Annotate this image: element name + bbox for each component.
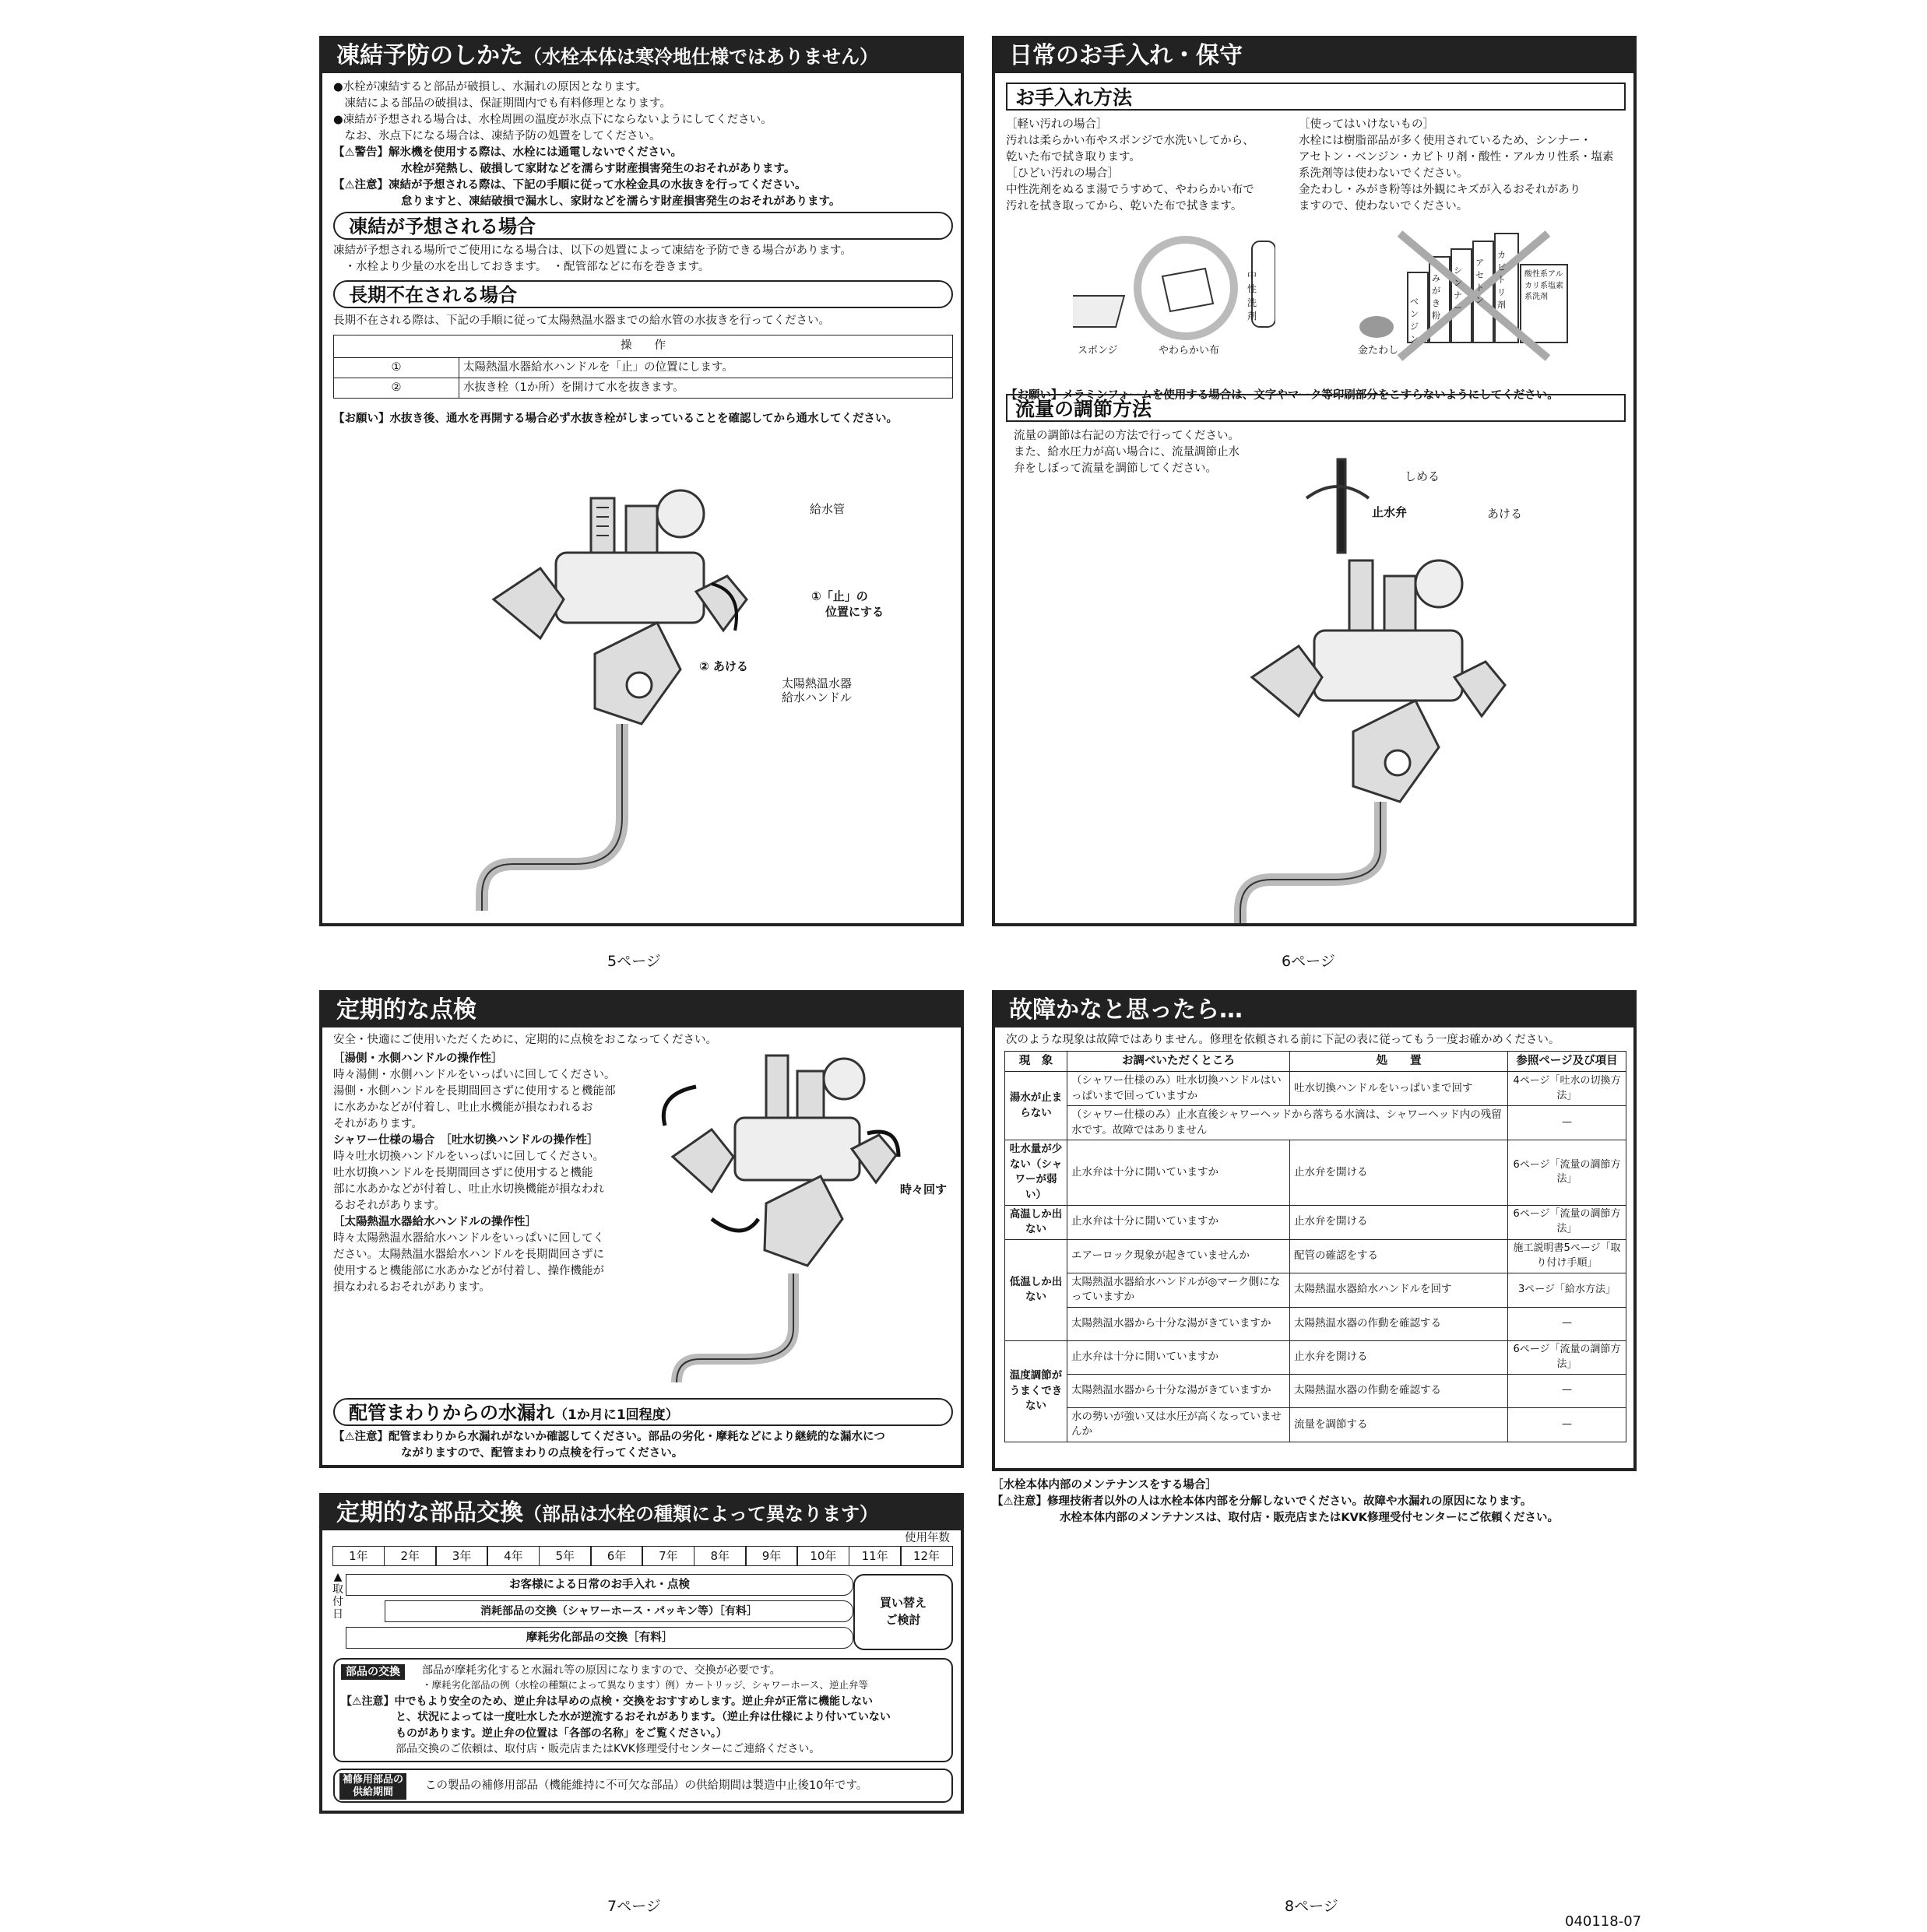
reference-cell: 施工説明書5ページ「取り付け手順」 [1508,1239,1626,1273]
table-row [1005,1340,1626,1374]
faucet-inspection-illustration [642,1040,953,1382]
table-row [1005,1140,1626,1205]
text-line: 【⚠注意】中でもより安全のため、逆止弁は早めの点検・交換をおすすめします。逆止弁が正常に機能しない [341,1695,874,1708]
year-cell: 4年 [487,1546,540,1566]
parts-title-bar [322,1496,961,1530]
check-cell: 止水弁は十分に開いていますか [1067,1140,1290,1205]
tag-supply-period: 補修用部品の 供給期間 [339,1773,406,1800]
text-line: 【⚠注意】配管まわりから水漏れがないか確認してください。部品の劣化・摩耗などにより継続的な漏水につ [333,1431,885,1443]
text-line: るおそれがあります。 [333,1200,445,1213]
section1-text [333,243,852,276]
label-handle: 太陽熱温水器 [782,676,853,690]
parts-caution [341,1694,891,1757]
text-line: シャワー仕様の場合 ［吐水切換ハンドルの操作性］ [333,1134,599,1147]
reference-cell: 6ページ「流量の調節方法」 [1508,1205,1626,1239]
text-line: 中性洗剤をぬるま湯でうすめて、やわらかい布で [1006,184,1254,197]
page7-title: 定期的な点検 [322,993,961,1027]
reference-cell: 4ページ「吐水の切換方法」 [1508,1072,1626,1106]
care-left-text [1006,117,1254,215]
action-cell: 太陽熱温水器の作動を確認する [1290,1374,1508,1407]
page8-title: 故障かなと思ったら… [995,993,1633,1027]
parts-replace-box [333,1658,953,1762]
text-line: ［太陽熱温水器給水ハンドルの操作性］ [333,1216,536,1229]
label-thinner: シンナー [1454,265,1462,313]
table-row [1005,1374,1626,1407]
label-step1: ①「止」の [811,589,868,603]
text-line: 吐水切換ハンドルを長期間回さずに使用すると機能 [333,1167,593,1180]
label-mold-remover: カビトリ剤 [1497,250,1506,310]
text-line: ［軽い汚れの場合］ [1006,118,1108,131]
arrow-wear-parts: 摩耗劣化部品の交換［有料］ [346,1627,853,1649]
troubleshoot-table [1004,1051,1626,1442]
page8-intro: 次のような現象は故障ではありません。修理を依頼される前に下記の表に従ってもう一度お確かめください。 [1006,1034,1560,1046]
text-line: なお、氷点下になる場合は、凍結予防の処置をしてください。 [333,130,661,143]
section-long-absence: 長期不在される場合 [333,280,953,308]
leak-title [333,1398,953,1426]
reference-cell: 6ページ「流量の調節方法」 [1508,1140,1626,1205]
check-cell: エアーロック現象が起きていませんか [1067,1239,1290,1273]
text-line: ●凍結が予想される場合は、水栓周囲の温度が氷点下にならないようにしてください。 [333,114,772,127]
care-right-text [1299,117,1614,215]
reference-cell: — [1508,1374,1626,1407]
label-supply-pipe: 給水管 [810,502,846,516]
text-line: 時々湯側・水側ハンドルをいっぱいに回してください。 [333,1069,616,1082]
label-benzine: ベンジン [1410,297,1419,344]
text-line: ものがあります。逆止弁の位置は「各部の名称」をご覧ください。） [341,1727,727,1740]
page-number-5: 5ページ [607,953,661,970]
year-cell: 8年 [694,1546,747,1566]
label-stop-valve: 止水弁 [1372,505,1408,519]
action-cell: 太陽熱温水器給水ハンドルを回す [1290,1273,1508,1307]
symptom-cell: 湯水が止まらない [1005,1072,1067,1140]
supply-period-box [333,1769,953,1803]
year-cell: 2年 [384,1546,437,1566]
text-line: 水栓には樹脂部品が多く使用されているため、シンナー・ [1299,135,1592,148]
label-detergent: 中性洗剤 [1247,270,1257,322]
step-number: ① [334,358,459,378]
text-line: ますので、使わないでください。 [1299,200,1468,213]
action-cell: 止水弁を開ける [1290,1140,1508,1205]
symptom-cell: 低温しか出ない [1005,1239,1067,1340]
page5-request: 【お願い】水抜き後、通水を再開する場合必ず水抜き栓がしまっていることを確認してから通水してください。 [333,413,898,425]
label-sponge: スポンジ [1078,345,1118,357]
install-date-text: 取付日 [332,1583,343,1621]
check-cell: （シャワー仕様のみ）吐水切換ハンドルはいっぱいまで回っていますか [1067,1072,1290,1106]
caution-line: 【⚠注意】凍結が予想される際は、下記の手順に従って水栓金具の水抜きを行ってください。 [333,179,807,192]
reference-cell: 3ページ「給水方法」 [1508,1273,1626,1307]
label-powder: みがき粉 [1432,273,1440,321]
text-line: ［使ってはいけないもの］ [1299,118,1434,131]
troubleshoot-table-body [1005,1072,1626,1442]
year-cell: 6年 [590,1546,643,1566]
symptom-cell: 温度調節がうまくできない [1005,1340,1067,1442]
step-text: 太陽熱温水器給水ハンドルを「止」の位置にします。 [459,358,953,378]
year-cell: 1年 [332,1546,385,1566]
page6-request: 【お願い】メラミンフォームを使用する場合は、文字やマーク等印刷部分をこすらないようにしてください。 [1006,389,1559,402]
section-freezing-expected: 凍結が予想される場合 [333,212,953,240]
text-line: ［水栓本体内部のメンテナンスをする場合］ [992,1479,1217,1491]
panel-page7 [319,990,964,1468]
text-line: 部品交換のご依頼は、取付店・販売店またはKVK修理受付センターにご連絡ください。 [341,1742,821,1755]
text-line: に水あかなどが付着し、吐止水機能が損なわれるお [333,1101,593,1115]
text-line: 乾いた布で拭き取ります。 [1006,151,1141,164]
maintenance-note [992,1477,1559,1526]
panel-page8 [992,990,1637,1471]
table-header: 現 象 [1005,1052,1067,1072]
text-line: それがあります。 [333,1118,423,1131]
faucet-illustration [416,475,805,911]
action-cell: 吐水切換ハンドルをいっぱいまで回す [1290,1072,1508,1106]
text-line: 弁をしぼって流量を調節してください。 [1014,462,1217,476]
replace-box: 買い替え ご検討 [853,1574,953,1650]
page7-intro: 安全・快適にご使用いただくために、定期的に点検をおこなってください。 [333,1034,717,1046]
text-line: 部品が摩耗劣化すると水漏れ等の原因になりますので、交換が必要です。 [422,1664,781,1677]
table-header: お調べいただくところ [1067,1052,1290,1072]
text-line: また、給水圧力が高い場合に、流量調節止水 [1014,446,1240,459]
symptom-cell: 高温しか出ない [1005,1205,1067,1239]
year-cell: 12年 [900,1546,953,1566]
parts-subtitle: （部品は水栓の種類によって異なります） [523,1503,878,1525]
text-line: 湯側・水側ハンドルを長期間回さずに使用すると機能部 [333,1085,616,1098]
label-close: しめる [1405,469,1440,483]
year-cell: 10年 [796,1546,849,1566]
ok-items-illustration [1073,226,1275,358]
text-line: ●水栓が凍結すると部品が破損し、水漏れの原因となります。 [333,81,647,93]
text-line: ［湯側・水側ハンドルの操作性］ [333,1052,503,1065]
text-line: 金たわし・みがき粉等は外観にキズが入るおそれがあり [1299,184,1581,197]
table-header: 参照ページ及び項目 [1508,1052,1626,1072]
check-cell: 止水弁は十分に開いていますか [1067,1340,1290,1374]
table-row [334,378,953,399]
year-cell: 3年 [435,1546,488,1566]
step-text: 水抜き栓（1か所）を開けて水を抜きます。 [459,378,953,399]
text-line: 流量の調節は右記の方法で行ってください。 [1014,430,1240,442]
page-number-7: 7ページ [607,1898,661,1915]
text-line: 水栓本体内部のメンテナンスは、取付店・販売店またはKVK修理受付センターにご依頼ください。 [992,1512,1559,1525]
table-row [1005,1239,1626,1273]
text-line: 時々太陽熱温水器給水ハンドルをいっぱいに回してく [333,1232,604,1245]
action-cell: 配管の確認をする [1290,1239,1508,1273]
text-line: 系洗剤等は使わないでください。 [1299,167,1468,181]
operation-table [333,335,953,399]
label-step1b: 位置にする [825,605,884,619]
arrow-consumables: 消耗部品の交換（シャワーホース・パッキン等）［有料］ [385,1600,853,1622]
action-cell: 流量を調節する [1290,1407,1508,1442]
text-line: ださい。太陽熱温水器給水ハンドルを長期間回さずに [333,1249,604,1262]
caution-line: 怠りますと、凍結破損で漏水し、家財などを濡らす財産損害発生のおそれがあります。 [333,195,841,209]
parts-title: 定期的な部品交換 [336,1499,523,1526]
label-soft-cloth: やわらかい布 [1159,345,1220,357]
page6-title: 日常のお手入れ・保守 [995,39,1633,73]
tag-parts-replace: 部品の交換 [341,1664,405,1680]
table-header: 処 置 [1290,1052,1508,1072]
symptom-cell: 吐水量が少ない（シャワーが弱い） [1005,1140,1067,1205]
parts-box-text [422,1663,868,1692]
text-line: ［ひどい汚れの場合］ [1006,167,1119,181]
text-line: 汚れは柔らかい布やスポンジで水洗いしてから、 [1006,135,1254,148]
text-line: 損なわれるおそれがあります。 [333,1281,491,1294]
check-cell: 太陽熱温水器から十分な湯がきていますか [1067,1307,1290,1340]
leak-caution [333,1429,885,1462]
text-line: ・水栓より少量の水を出しておきます。 ・配管部などに布を巻きます。 [333,261,710,274]
leak-title-text: 配管まわりからの水漏れ [349,1402,554,1424]
year-cell: 9年 [745,1546,798,1566]
text-line: 時々吐水切換ハンドルをいっぱいに回してください。 [333,1150,604,1164]
table-row [1005,1307,1626,1340]
table-row [1005,1072,1626,1106]
reference-cell: 6ページ「流量の調節方法」 [1508,1340,1626,1374]
action-cell: 止水弁を開ける [1290,1340,1508,1374]
label-step2: ② あける [699,659,748,673]
inspection-text [333,1051,616,1296]
action-cell: 太陽熱温水器の作動を確認する [1290,1307,1508,1340]
text-line: ながりますので、配管まわりの点検を行ってください。 [333,1447,684,1460]
warning-line: 水栓が発熱し、破損して家財などを濡らす財産損害発生のおそれがあります。 [333,163,796,176]
table-row [334,358,953,378]
action-cell: 止水弁を開ける [1290,1205,1508,1239]
table-row [1005,1106,1626,1140]
table-row [1005,1205,1626,1239]
operation-table-header: 操 作 [334,335,953,358]
table-row [1005,1407,1626,1442]
arrow-daily-care: お客様による日常のお手入れ・点検 [346,1574,853,1596]
section2-text: 長期不在される際は、下記の手順に従って太陽熱温水器までの給水管の水抜きを行ってください。 [333,314,830,327]
panel-page5 [319,36,964,926]
text-line: 凍結による部品の破損は、保証期間内でも有料修理となります。 [333,97,671,111]
label-turn-sometimes: 時々回す [900,1182,948,1196]
year-cell: 5年 [539,1546,592,1566]
check-cell: 太陽熱温水器から十分な湯がきていますか [1067,1374,1290,1407]
text-line: 凍結が予想される場所でご使用になる場合は、以下の処置によって凍結を予防できる場合があります。 [333,244,852,257]
text-line: 【⚠注意】修理技術者以外の人は水栓本体内部を分解しないでください。故障や水漏れの原因になります。 [992,1495,1532,1509]
text-line: ・摩耗劣化部品の例（水栓の種類によって異なります）例）カートリッジ、シャワーホース、逆止弁等 [422,1679,869,1691]
year-cell: 7年 [642,1546,694,1566]
reference-cell: — [1508,1307,1626,1340]
page5-subtitle: （水栓本体は寒冷地仕様ではありません） [523,46,878,68]
page5-intro [333,79,956,210]
label-open: あける [1487,507,1523,521]
year-cell: 11年 [849,1546,902,1566]
label-handle2: 給水ハンドル [782,690,853,704]
panel-parts-replacement [319,1493,964,1814]
label-acetone: アセトン [1475,258,1484,305]
flow-title: 流量の調節方法 [1006,394,1626,422]
page5-title: 凍結予防のしかた [336,42,523,69]
page5-title-bar [322,39,961,73]
check-cell: 止水弁は十分に開いていますか [1067,1205,1290,1239]
care-title: お手入れ方法 [1006,83,1626,111]
text-line: 部に水あかなどが付着し、吐止水切換機能が損なわれ [333,1183,604,1196]
step-number: ② [334,378,459,399]
label-acid-detergent: 酸性系アルカリ系塩素系洗剤 [1524,270,1563,301]
reference-cell: — [1508,1106,1626,1140]
check-cell: 太陽熱温水器給水ハンドルが◎マーク側になっていますか [1067,1273,1290,1307]
text-line: 使用すると機能部に水あかなどが付着し、操作機能が [333,1265,604,1278]
text-line: アセトン・ベンジン・カビトリ剤・酸性・アルカリ性系・塩素 [1299,151,1614,164]
table-row [1005,1273,1626,1307]
check-cell: 水の勢いが強い又は水圧が高くなっていませんか [1067,1407,1290,1442]
text-line: 汚れを拭き取ってから、乾いた布で拭きます。 [1006,200,1243,213]
page-number-8: 8ページ [1285,1898,1338,1915]
document-code: 040118-07 [1565,1913,1642,1930]
panel-page6 [992,36,1637,926]
warning-line: 【⚠警告】解氷機を使用する際は、水栓には通電しないでください。 [333,146,682,160]
reference-cell: — [1508,1407,1626,1442]
leak-title-sub: （1か月に1回程度） [554,1407,679,1423]
page-number-6: 6ページ [1282,953,1335,970]
check-cell: （シャワー仕様のみ）止水直後シャワーヘッドから落ちる水滴は、シャワーヘッド内の残留水です。故障ではありません [1067,1106,1508,1140]
years-label: 使用年数 [905,1532,950,1544]
install-date-label: ▲ 取付日 [332,1571,343,1621]
years-row [333,1546,953,1566]
label-steel-wool: 金たわし [1358,345,1399,357]
text-line: と、状況によっては一度吐水した水が逆流するおそれがあります。（逆止弁は仕様により付いていない [341,1711,891,1724]
supply-period-text: この製品の補修用部品（機能維持に不可欠な部品）の供給期間は製造中止後10年です。 [425,1779,868,1792]
